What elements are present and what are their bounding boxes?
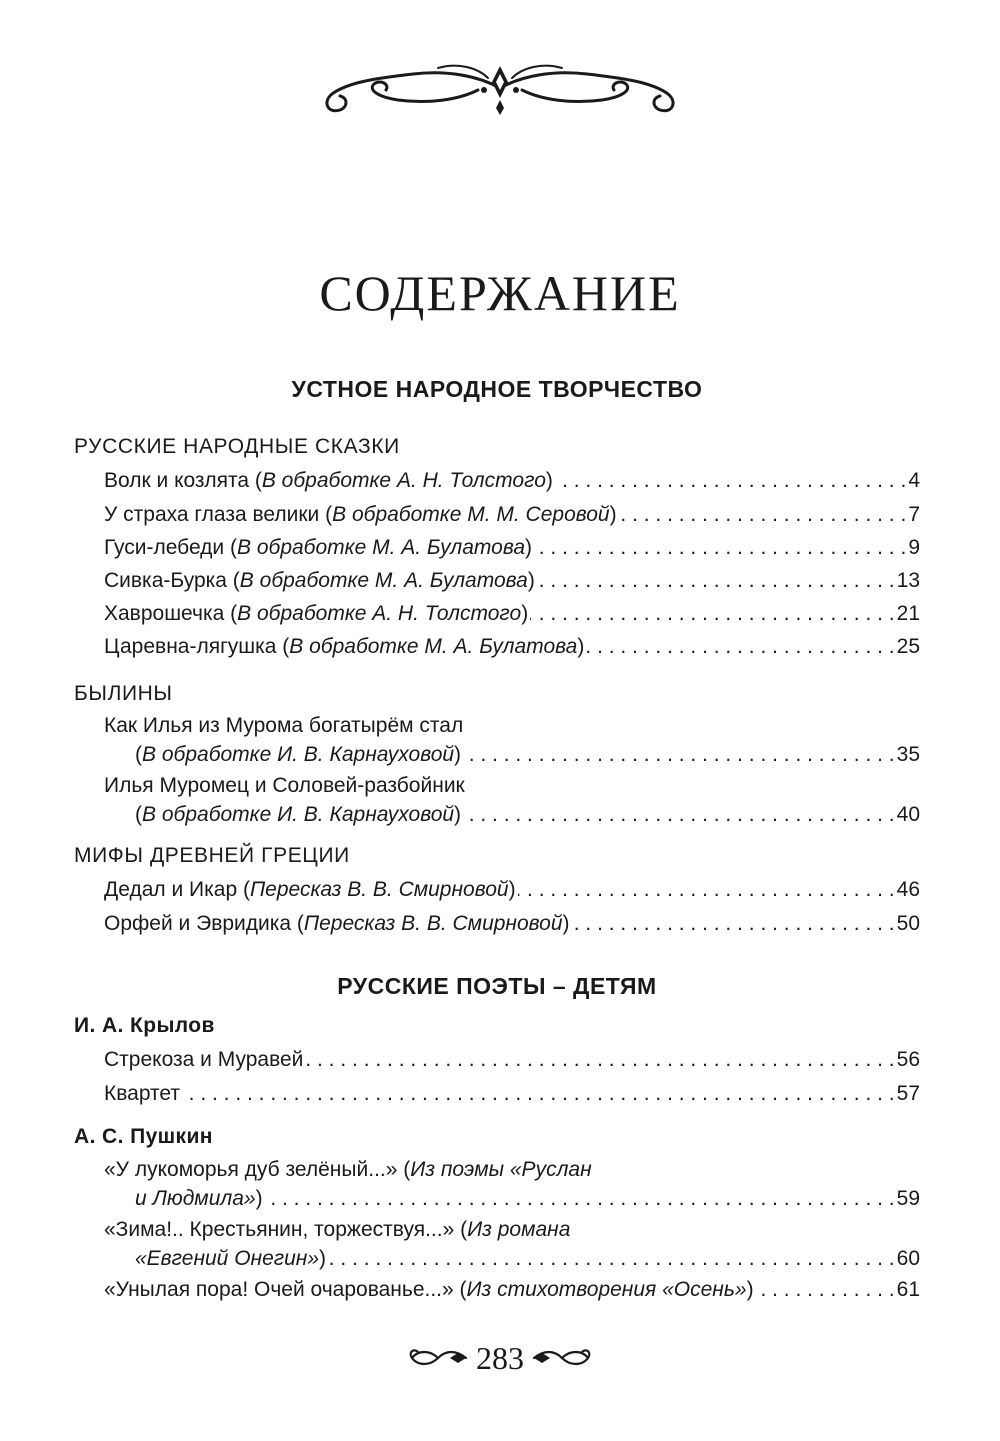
dot-leader bbox=[537, 564, 895, 597]
page-ref: 21 bbox=[896, 602, 920, 625]
table-of-contents bbox=[74, 372, 920, 1307]
page-ref: 25 bbox=[896, 635, 920, 658]
pushkin-list bbox=[74, 1155, 920, 1307]
toc-entry[interactable]: Сивка-Бурка (В обработке М. А. Булатова) . . . 13 bbox=[74, 564, 920, 597]
myths-list bbox=[74, 873, 920, 941]
page-ref: 7 bbox=[908, 503, 920, 526]
krylov-list bbox=[74, 1043, 920, 1111]
page-ref: 59 bbox=[896, 1187, 920, 1210]
toc-entry[interactable]: У страха глаза велики (В обработке М. М. Серовой) . . . 7 bbox=[74, 498, 920, 531]
group-title-byliny: БЫЛИНЫ bbox=[74, 682, 173, 705]
fairy-tales-list bbox=[74, 464, 920, 663]
dot-leader bbox=[619, 498, 907, 531]
page-footer bbox=[0, 1338, 1000, 1378]
dot-leader bbox=[534, 531, 906, 564]
toc-entry[interactable]: Как Илья из Мурома богатырём стал (В обработке И. В. Карнауховой) . . . 35 bbox=[74, 711, 920, 769]
toc-entry[interactable]: Хаврошечка (В обработке А. Н. Толстого) . . . 21 bbox=[74, 597, 920, 630]
dot-leader bbox=[265, 1184, 895, 1213]
dot-leader bbox=[463, 800, 895, 829]
page-ref: 60 bbox=[896, 1247, 920, 1270]
page-ref: 46 bbox=[896, 878, 920, 901]
section-title-folk: УСТНОЕ НАРОДНОЕ ТВОРЧЕСТВО bbox=[291, 376, 703, 402]
author-pushkin: А. С. Пушкин bbox=[74, 1125, 213, 1148]
toc-entry[interactable]: Гуси-лебеди (В обработке М. А. Булатова) . . . 9 bbox=[74, 531, 920, 564]
page-ref: 56 bbox=[896, 1048, 920, 1071]
toc-entry[interactable]: Дедал и Икар (Пересказ В. В. Смирновой) . . . 46 bbox=[74, 873, 920, 907]
dot-leader bbox=[328, 1244, 895, 1273]
dot-leader bbox=[530, 597, 894, 630]
section-title-poets: РУССКИЕ ПОЭТЫ – ДЕТЯМ bbox=[337, 973, 657, 999]
page-ref: 57 bbox=[896, 1082, 920, 1105]
page-ref: 35 bbox=[896, 743, 920, 766]
page-ref: 4 bbox=[908, 469, 920, 492]
page-ref: 50 bbox=[896, 912, 920, 935]
toc-entry[interactable]: Стрекоза и Муравей . . . 56 bbox=[74, 1043, 920, 1077]
byliny-list bbox=[74, 711, 920, 829]
toc-entry[interactable]: «У лукоморья дуб зелёный...» (Из поэмы «Руслан и Людмила») . . . 59 bbox=[74, 1155, 920, 1213]
toc-entry[interactable]: Квартет . . . 57 bbox=[74, 1077, 920, 1111]
author-krylov: И. А. Крылов bbox=[74, 1014, 215, 1037]
group-title-fairy-tales: РУССКИЕ НАРОДНЫЕ СКАЗКИ bbox=[74, 435, 400, 458]
dot-leader bbox=[572, 907, 895, 941]
top-ornament-icon bbox=[318, 60, 682, 116]
page-ref: 9 bbox=[908, 536, 920, 559]
group-title-myths: МИФЫ ДРЕВНЕЙ ГРЕЦИИ bbox=[74, 844, 350, 867]
left-flourish-icon bbox=[404, 1344, 468, 1372]
toc-entry[interactable]: «Унылая пора! Очей очарованье...» (Из стихотворения «Осень») . . . 61 bbox=[74, 1273, 920, 1307]
page-number: 283 bbox=[476, 1340, 524, 1376]
page-ref: 40 bbox=[896, 803, 920, 826]
dot-leader bbox=[518, 873, 895, 907]
dot-leader bbox=[463, 740, 895, 769]
toc-entry[interactable]: «Зима!.. Крестьянин, торжествуя...» (Из романа «Евгений Онегин») . . . 60 bbox=[74, 1215, 920, 1273]
toc-entry[interactable]: Илья Муромец и Соловей-разбойник (В обработке И. В. Карнауховой) . . . 40 bbox=[74, 771, 920, 829]
dot-leader bbox=[555, 464, 906, 498]
dot-leader bbox=[305, 1043, 894, 1077]
toc-entry[interactable]: Волк и козлята (В обработке А. Н. Толстого) . . . 4 bbox=[74, 464, 920, 498]
toc-entry[interactable]: Орфей и Эвридика (Пересказ В. В. Смирновой) . . . 50 bbox=[74, 907, 920, 941]
page-ref: 13 bbox=[896, 569, 920, 592]
page-ref: 61 bbox=[896, 1278, 920, 1301]
right-flourish-icon bbox=[532, 1344, 596, 1372]
dot-leader bbox=[182, 1077, 895, 1111]
page-title: СОДЕРЖАНИЕ bbox=[319, 265, 681, 321]
toc-entry[interactable]: Царевна-лягушка (В обработке М. А. Булатова) . . . 25 bbox=[74, 630, 920, 663]
dot-leader bbox=[756, 1273, 895, 1307]
dot-leader bbox=[586, 630, 894, 663]
